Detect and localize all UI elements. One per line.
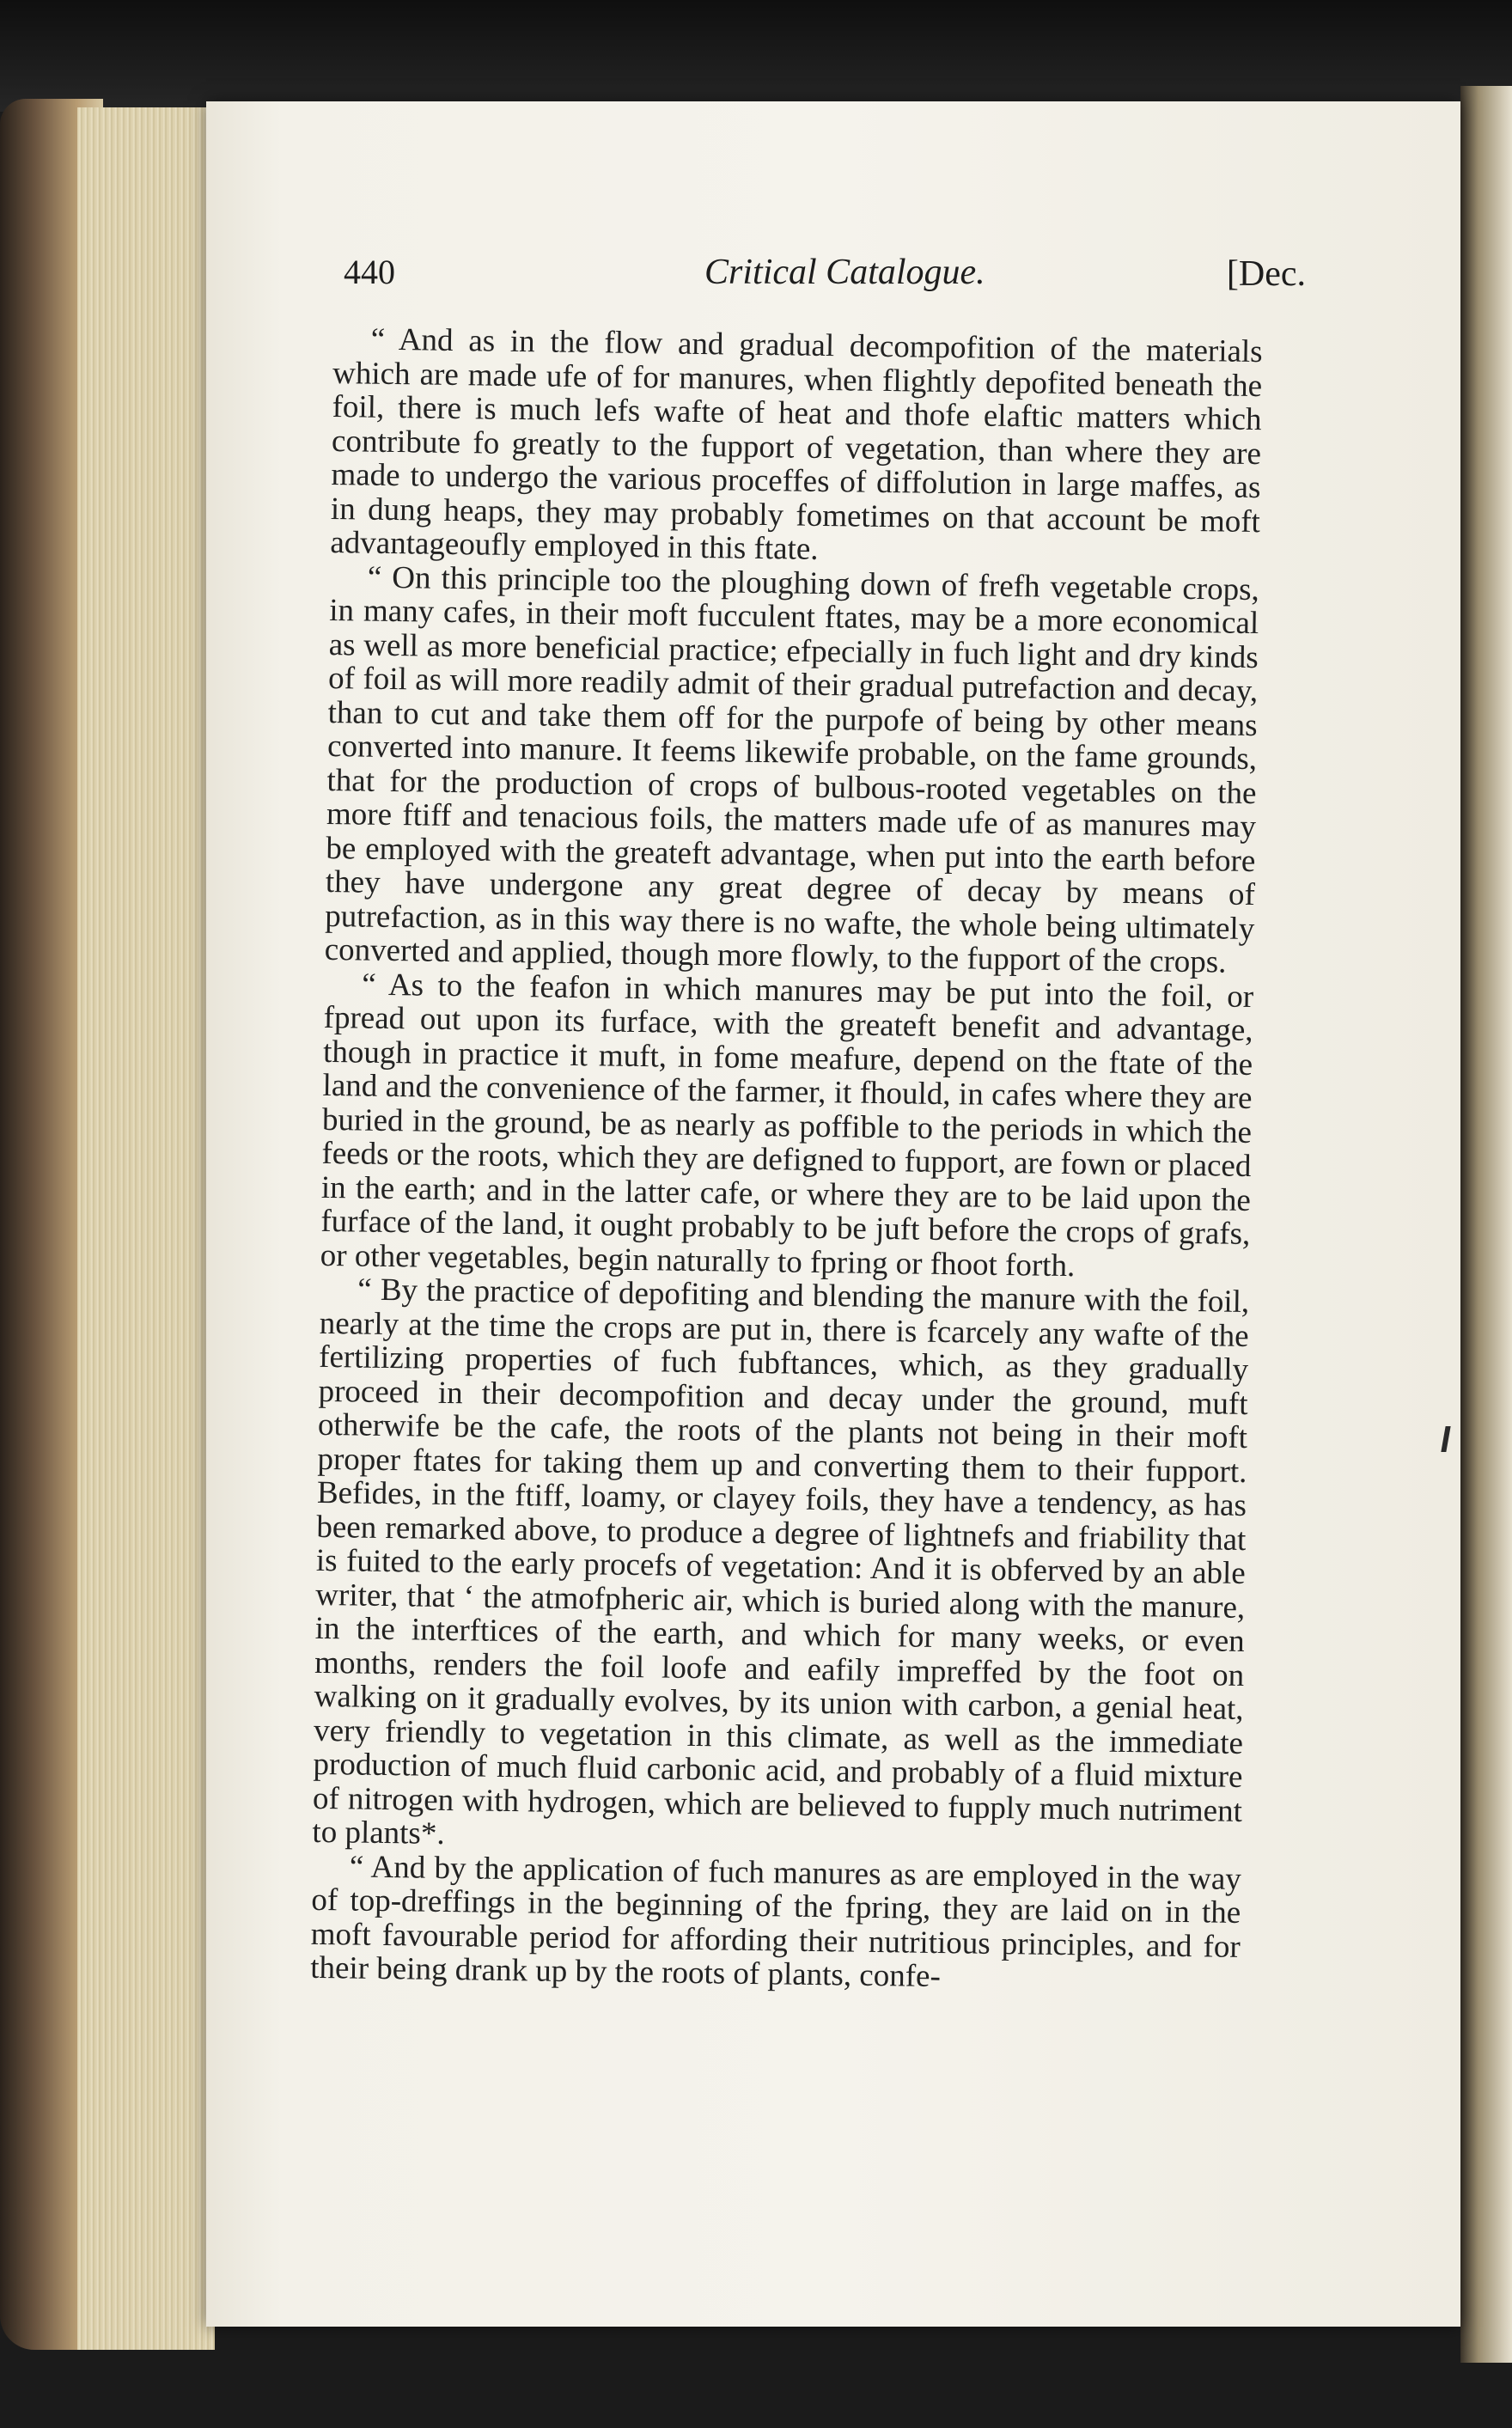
next-page-edge [1460,86,1512,2363]
paragraph: “ By the practice of depofiting and blending the manure with the foil, nearly at the time the crops are put in, there is fcarcely any wafte of the fertilizing properties of fuch fubftances, which, as they gradually proceed in their decompofition and decay under the ground, muft otherwife be the cafe, the roots of the plants not being in their moft proper ftates for taking them up and converting them to their fupport. Befides, in the ftiff, loamy, or clayey foils, they have a tendency, as has been remarked above, to produce a degree of lightnefs and friability that is fuited to the early procefs of vegetation: And it is obferved by an able writer, that ‘ the atmofpheric air, which is buried along with the manure, in the interftices of the earth, and which for many weeks, or even months, renders the foil loofe and eafily impreffed by the foot on walking on it gradually evolves, by its union with carbon, a genial heat, very friendly to vegetation in this climate, as well as the immediate production of much fluid carbonic acid, and probably of a fluid mixture of nitrogen with hydrogen, which are believed to fupply much nutriment to plants*. [312,1272,1250,1852]
dark-background [0,0,1512,112]
header-date: [Dec. [1226,254,1306,294]
paragraph: “ As to the feafon in which manures may be put into the foil, or fpread out upon its furface, with the greateft benefit and advantage, though in practice it muft, in fome meafure, depend on the ftate of the land and the convenience of the farmer, it fhould, in cafes where they are buried in the ground, be as nearly as poffible to the periods in which the feeds or the roots, which they are defigned to fupport, are fown or placed in the earth; and in the latter cafe, or where they are to be laid upon the furface of the land, it ought probably to be juft before the crops of grafs, or other vegetables, begin naturally to fpring or fhoot forth. [320,967,1254,1284]
page-number: 440 [344,253,395,291]
page-stack [77,107,215,2350]
running-title: Critical Catalogue. [704,253,985,292]
paragraph: “ And by the application of fuch manures as are employed in the way of top-dreffings in the beginning of the fpring, they are laid on in the moft favourable period for affording their nutritious principles, and for their being drank up by the roots of plants, confe- [309,1848,1242,1995]
body-text [310,322,1263,1998]
page-header [344,245,1306,305]
paragraph: “ And as in the flow and gradual decompofition of the materials which are made ufe of for manures, when flightly depofited beneath the foil, there is much lefs wafte of heat and thofe elaftic matters which contribute fo greatly to the fupport of vegetation, than where they are made to undergo the various proceffes of diffolution in large maffes, as in dung heaps, they may probably fometimes on that account be moft advantageoufly employed in this ftate. [330,321,1263,567]
paragraph: “ On this principle too the ploughing down of frefh vegetable crops, in many cafes, in their moft fucculent ftates, may be a more economical as well as more beneficial practice; efpecially in fuch light and dry kinds of foil as will more readily admit of their gradual putrefaction and decay, than to cut and take them off for the purpofe of being by other means converted into manure. It feems likewife probable, on the fame grounds, that for the production of crops of bulbous-rooted vegetables on the more ftiff and tenacious foils, the matters made ufe of as manures may be employed with the greateft advantage, when put into the earth before they have undergone any great degree of decay by means of putrefaction, as in this way there is no wafte, the whole being ultimately converted and applied, though more flowly, to the fupport of the crops. [324,559,1260,980]
